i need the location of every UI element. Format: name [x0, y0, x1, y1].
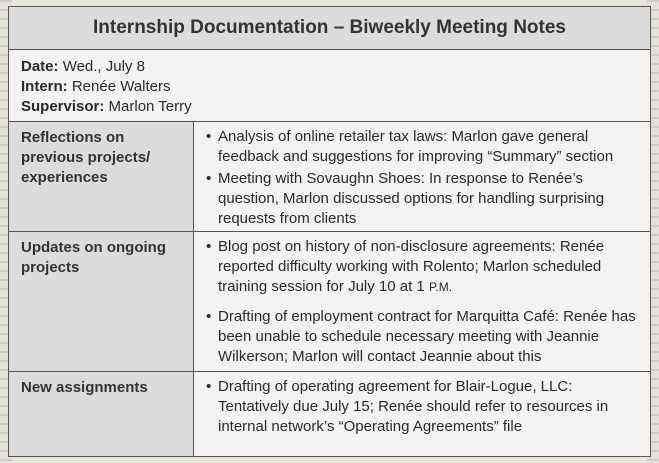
meeting-notes-form [8, 6, 651, 457]
section-content [194, 232, 650, 371]
time-suffix: P.M. [428, 280, 453, 294]
intern-label: Intern: [21, 78, 68, 95]
section-reflections [9, 122, 650, 232]
list-item [206, 127, 644, 167]
list-item [206, 169, 644, 229]
list-item [206, 377, 644, 437]
intern-value: Renée Walters [71, 78, 171, 95]
section-label: Updates on ongoing projects [9, 232, 194, 371]
intern-line [21, 77, 638, 97]
date-value: Wed., July 8 [62, 58, 145, 75]
list-item-text: Drafting of operating agreement for Blair-Logue, LLC: Tentatively due July 15; Renée should refer to resources in internal network’s “Operating Agreements” file [218, 378, 609, 435]
supervisor-value: Marlon Terry [108, 98, 192, 115]
bullet-icon: • [206, 128, 212, 145]
date-line [21, 57, 638, 77]
section-label: New assignments [9, 372, 194, 456]
list-item-text: Blog post on history of non-disclosure agreements: Renée reported difficulty working with Rolento; Marlon scheduled training session for July 10 at 1 [218, 238, 605, 295]
date-label: Date: [21, 58, 59, 75]
section-label: Reflections on previous projects/ experiences [9, 122, 194, 231]
section-content [194, 372, 650, 456]
supervisor-label: Supervisor: [21, 98, 105, 115]
list-item-text: Analysis of online retailer tax laws: Marlon gave general feedback and suggestions for improving “Summary” section [218, 128, 614, 165]
list-item-text-wrap [218, 237, 644, 297]
bullet-icon: • [206, 170, 212, 187]
bullet-icon: • [206, 308, 212, 325]
list-item [206, 307, 644, 367]
bullet-icon: • [206, 238, 212, 255]
section-new-assignments [9, 372, 650, 456]
list-item-text: Meeting with Sovaughn Shoes: In response to Renée’s question, Marlon discussed options for handling surprising requests from clients [218, 170, 605, 227]
section-updates [9, 232, 650, 372]
list-item [206, 237, 644, 297]
bullet-icon: • [206, 378, 212, 395]
form-title: Internship Documentation – Biweekly Meeting Notes [9, 7, 650, 50]
supervisor-line [21, 97, 638, 117]
section-content [194, 122, 650, 231]
list-item-text: Drafting of employment contract for Marquitta Café: Renée has been unable to schedule necessary meeting with Jeannie Wilkerson; Marlon will contact Jeannie about this [218, 308, 636, 365]
meeting-header [9, 50, 650, 122]
